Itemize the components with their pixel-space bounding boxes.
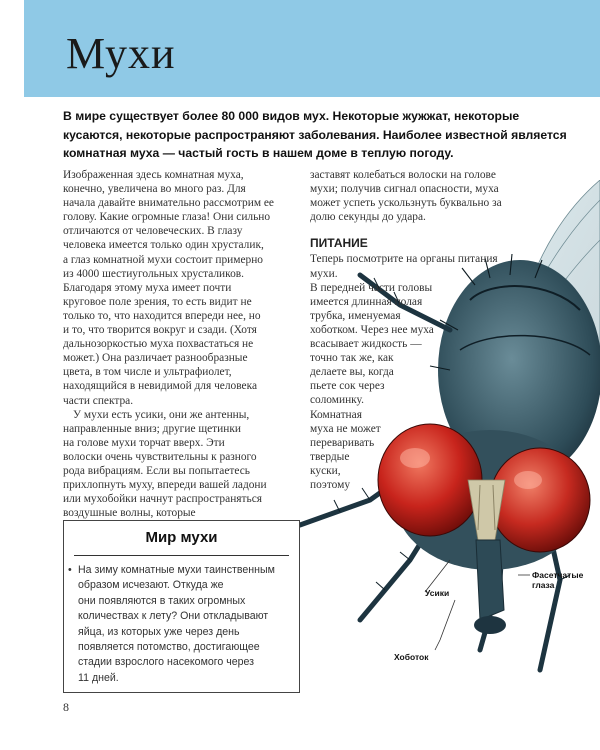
col1-line: волоски очень чувствительны к разного	[63, 450, 257, 463]
col1-line: и то, что творится вокруг и сзади. (Хотя	[63, 324, 257, 337]
col1-line: или мухобойки начнут распространяться	[63, 493, 262, 506]
col1-line: отличаются от человеческих. В глазу	[63, 225, 243, 238]
col2-line: соломинку.	[310, 394, 364, 407]
label-antennae: Усики	[425, 588, 450, 598]
col1-line: начала давайте внимательно рассмотрим ее	[63, 197, 274, 210]
page-title: Мухи	[66, 29, 176, 78]
col2-line: точно так же, как	[310, 352, 394, 365]
col2-line: переваривать	[310, 436, 375, 449]
col2-line: делаете вы, когда	[310, 366, 394, 379]
col2-line: пьете сок через	[310, 380, 385, 393]
col2-line: может успеть ускользнуть буквально за	[310, 197, 502, 210]
col2-line: трубка, именуемая	[310, 309, 401, 322]
bullet-icon: •	[68, 564, 72, 576]
fact-line: 11 дней.	[78, 671, 119, 684]
col1-line: на голове мухи торчат вверх. Эти	[63, 436, 225, 449]
col1-line: из 4000 шестиугольных хрусталиков.	[63, 267, 245, 280]
fact-box-text	[68, 563, 290, 686]
col1-line: дальнозоркостью муха похвастаться не	[63, 338, 254, 351]
col2-line: В передней части головы	[310, 281, 433, 294]
col1-line: только то, что находится впереди нее, но	[63, 309, 261, 322]
col1-line: может.) Она различает разнообразные	[63, 352, 248, 365]
proboscis	[476, 540, 504, 620]
page-number: 8	[63, 700, 69, 714]
body-column-1	[63, 168, 301, 520]
col1-line: части спектра.	[63, 394, 134, 407]
col2-line: мухи; получив сигнал опасности, муха	[310, 183, 499, 196]
col1-line: конечно, увеличена во много раз. Для	[63, 183, 246, 196]
fact-line: они появляются в таких огромных	[78, 594, 246, 607]
fact-line: количествах к лету? Они откладывают	[78, 610, 269, 623]
body-column-2	[310, 168, 530, 492]
label-compound-eyes: Фасетчатые глаза	[532, 570, 584, 590]
col2-line: мухи.	[310, 267, 338, 280]
col1-line: круговое поле зрения, то есть видит не	[63, 295, 252, 308]
col2-line: заставят колебаться волоски на голове	[310, 169, 496, 181]
fact-box-title: Мир мухи	[145, 529, 218, 546]
col1-line: человека имеется только один хрусталик,	[63, 239, 264, 252]
fact-line: На зиму комнатные мухи таинственным	[78, 564, 275, 576]
col2-line: Комнатная	[310, 408, 362, 421]
col2-line: долю секунды до удара.	[310, 211, 426, 224]
col1-line: Изображенная здесь комнатная муха,	[63, 169, 244, 181]
col2-line: всасывает жидкость —	[310, 338, 422, 351]
col2-line: имеется длинная полая	[310, 295, 423, 308]
col2-line: куски,	[310, 464, 341, 477]
col2-line: поэтому	[310, 478, 351, 491]
col1-line: голову. Какие огромные глаза! Они сильно	[63, 211, 271, 224]
col1-line: находящийся в невидимой для человека	[63, 380, 258, 393]
fact-box-divider	[74, 555, 289, 556]
col1-line: рода вибрациям. Если вы попытаетесь	[63, 464, 250, 477]
col1-line: прихлопнуть муху, впереди вашей ладони	[63, 479, 267, 492]
col1-line: направленные вниз; другие щетинки	[63, 422, 241, 435]
col2-line: муха не может	[310, 422, 381, 435]
fact-box	[63, 520, 300, 693]
section-heading-feeding: ПИТАНИЕ	[310, 236, 368, 251]
lead-paragraph: В мире существует более 80 000 видов мух. Некоторые жужжат, некоторые кусаются, некоторые распространяют заболевания. Наиболее известной является комнатная муха — частый гость в нашем доме в теплую погоду.	[63, 109, 567, 160]
col1-line: а глаз комнатной мухи состоит примерно	[63, 253, 264, 266]
fact-line: яйца, из которых уже через день	[78, 625, 240, 638]
fact-line: появляется потомство, достигающее	[78, 641, 260, 654]
fact-line: стадии взрослого насекомого через	[78, 656, 255, 669]
col1-line: цвета, в том числе и ультрафиолет,	[63, 366, 232, 379]
fact-line: образом исчезают. Откуда же	[78, 579, 224, 592]
col1-line: У мухи есть усики, они же антенны,	[73, 408, 250, 421]
col1-line: Благодаря этому муха имеет почти	[63, 281, 232, 294]
col2-line: хоботком. Через нее муха	[310, 323, 434, 336]
col2-line: Теперь посмотрите на органы питания	[310, 253, 498, 266]
label-proboscis: Хоботок	[394, 652, 429, 662]
col1-line: воздушные волны, которые	[63, 507, 196, 520]
col2-line: твердые	[310, 450, 350, 463]
